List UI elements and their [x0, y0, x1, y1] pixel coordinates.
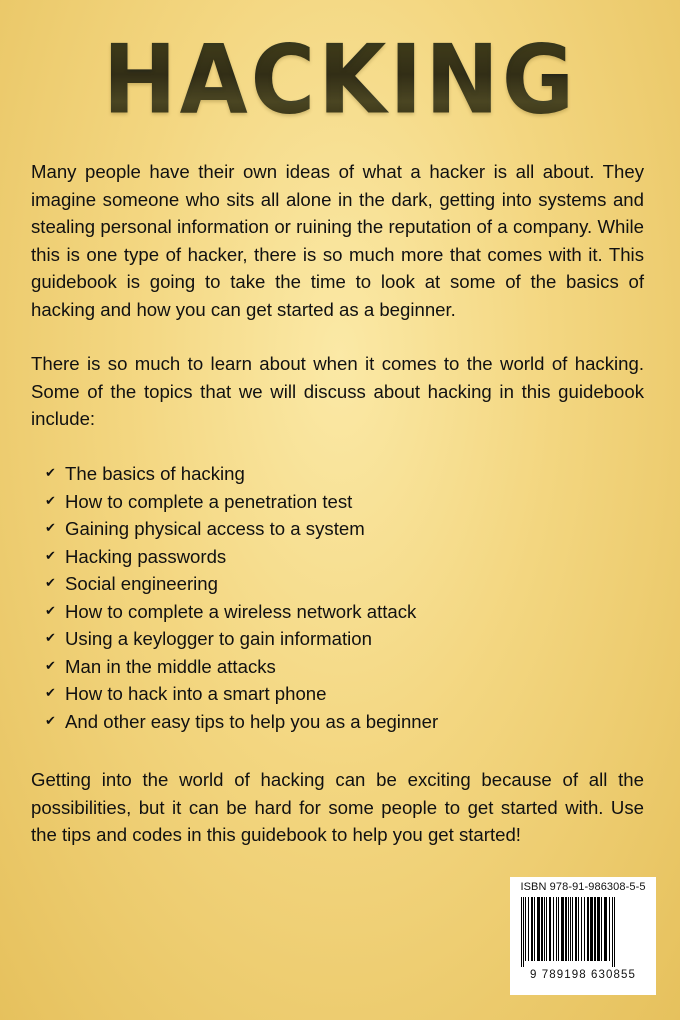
- barcode-bar: [578, 897, 579, 961]
- barcode-bar: [570, 897, 571, 961]
- topics-list: [45, 460, 438, 735]
- barcode-bar: [546, 897, 547, 961]
- barcode-bar: [558, 897, 559, 961]
- barcode-bar: [549, 897, 551, 961]
- check-icon: ✔: [45, 493, 56, 509]
- barcode-bar: [531, 897, 533, 961]
- list-item: ✔ Man in the middle attacks: [45, 653, 438, 681]
- barcode-bar: [587, 897, 589, 961]
- barcode-bar: [521, 897, 522, 967]
- list-item: ✔ The basics of hacking: [45, 460, 438, 488]
- barcode-bar: [572, 897, 573, 961]
- check-icon: ✔: [45, 631, 56, 646]
- barcode-bar: [534, 897, 535, 961]
- list-item: ✔ How to hack into a smart phone: [45, 680, 438, 708]
- barcode-bar: [614, 897, 615, 967]
- barcode-bar: [597, 897, 600, 961]
- barcode-bar: [537, 897, 540, 961]
- list-item: ✔ And other easy tips to help you as a beginner: [45, 708, 438, 736]
- barcode-bar: [528, 897, 529, 961]
- barcode-bar: [565, 897, 567, 961]
- check-icon: ✔: [45, 548, 56, 564]
- barcode-bar: [556, 897, 557, 961]
- barcode-bar: [609, 897, 610, 961]
- barcode-bar: [581, 897, 582, 961]
- barcode-bar: [575, 897, 577, 961]
- barcode-image: [515, 897, 651, 967]
- intro-paragraph: Many people have their own ideas of what a hacker is all about. They imagine someone who sits all alone in the dark, getting into systems and stealing personal information or ruining the reputation of a company. While this is one type of hacker, there is so much more that comes with it. This guidebook is going to take the time to look at some of the basics of hacking and how you can get started as a beginner.: [31, 161, 644, 320]
- barcode-panel: [510, 877, 656, 995]
- barcode-bar: [594, 897, 596, 961]
- barcode-bar: [525, 897, 526, 961]
- list-item: ✔ How to complete a wireless network attack: [45, 598, 438, 626]
- check-icon: ✔: [45, 686, 56, 701]
- barcode-bar: [590, 897, 593, 961]
- check-icon: ✔: [45, 521, 56, 536]
- list-item: ✔ Social engineering: [45, 570, 438, 598]
- isbn-label: ISBN 978-91-986308-5-5: [520, 881, 646, 893]
- barcode-bar: [561, 897, 564, 961]
- barcode-bar: [541, 897, 543, 961]
- list-item: ✔ Using a keylogger to gain information: [45, 625, 438, 653]
- check-icon: ✔: [45, 603, 56, 619]
- closing-paragraph: Getting into the world of hacking can be exciting because of all the possibilities, but it can be hard for some people to get started with. Use the tips and codes in this guidebook to help you get started!: [31, 769, 644, 845]
- barcode-bar: [523, 897, 524, 967]
- barcode-bar: [553, 897, 554, 961]
- barcode-bar: [584, 897, 585, 961]
- list-item: ✔ How to complete a penetration test: [45, 488, 438, 516]
- barcode-bar: [604, 897, 607, 961]
- barcode-number: 9 789198 630855: [529, 969, 637, 981]
- topics-intro-paragraph: There is so much to learn about when it comes to the world of hacking. Some of the topics that we will discuss about hacking in this guidebook include:: [31, 353, 644, 429]
- barcode-bar: [601, 897, 602, 961]
- check-icon: ✔: [45, 713, 56, 729]
- check-icon: ✔: [45, 466, 56, 481]
- check-icon: ✔: [45, 658, 56, 674]
- barcode-bar: [568, 897, 569, 961]
- list-item: ✔ Gaining physical access to a system: [45, 515, 438, 543]
- book-title: HACKING: [0, 26, 680, 134]
- list-item: ✔ Hacking passwords: [45, 543, 438, 571]
- check-icon: ✔: [45, 576, 56, 591]
- barcode-bar: [544, 897, 545, 961]
- barcode-bar: [612, 897, 613, 967]
